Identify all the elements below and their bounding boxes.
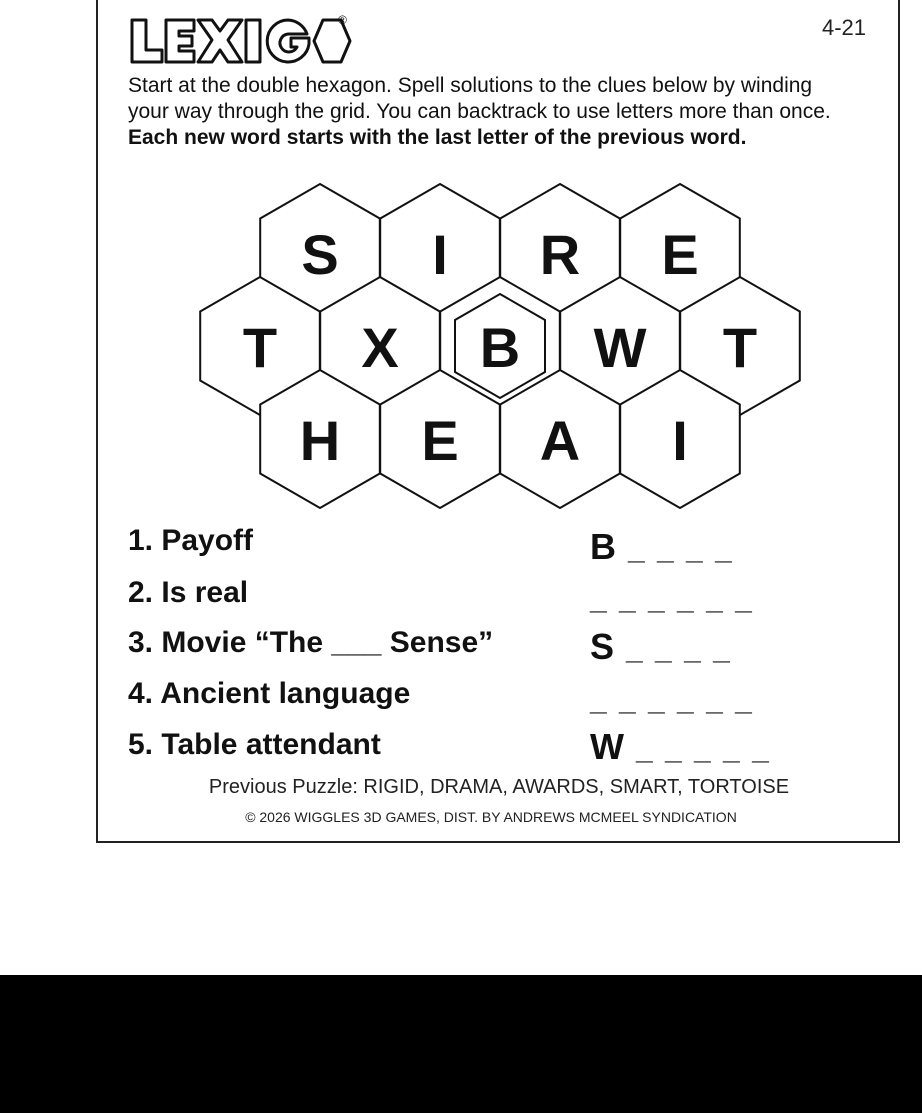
puzzle-date: 4-21 [822, 15, 867, 40]
hex-letter: X [361, 316, 399, 379]
hex-letter: R [539, 223, 581, 286]
clue-5-answer [590, 726, 771, 768]
clue-1-blanks: _ _ _ _ [628, 533, 734, 566]
clue-3-answer [590, 626, 732, 668]
clue-1-first-letter: B [590, 526, 617, 567]
clue-2-answer [590, 576, 754, 618]
clue-4-label: 4. Ancient language [128, 677, 411, 710]
instructions-bold-text: Each new word starts with the last letter of the previous word. [128, 126, 747, 149]
hex-letter: B [479, 316, 521, 379]
hex-letter: H [299, 409, 341, 472]
hex-letter: E [661, 223, 699, 286]
clue-3-label: 3. Movie “The ___ Sense” [128, 626, 494, 659]
hex-letter: T [242, 316, 278, 379]
registered-mark: ® [338, 13, 347, 27]
hex-letter: E [421, 409, 459, 472]
previous-puzzle-answers: Previous Puzzle: RIGID, DRAMA, AWARDS, SMART, TORTOISE [208, 776, 790, 798]
clue-2-blanks: _ _ _ _ _ _ [590, 583, 754, 616]
clue-4-blanks: _ _ _ _ _ _ [590, 684, 754, 717]
clue-1-answer [590, 526, 734, 568]
clue-3-blanks: _ _ _ _ [626, 633, 732, 666]
hex-letter: A [539, 409, 581, 472]
hex-letter: W [593, 316, 647, 379]
clue-3-first-letter: S [590, 626, 616, 667]
hex-letter: I [672, 409, 688, 472]
clue-5-blanks: _ _ _ _ _ [636, 733, 771, 766]
copyright-notice: © 2026 WIGGLES 3D GAMES, DIST. BY ANDREWS MCMEEL SYNDICATION [245, 809, 737, 825]
clue-4-answer [590, 677, 754, 719]
hex-letter: T [722, 316, 758, 379]
clue-5-first-letter: W [590, 726, 625, 767]
clue-2-label: 2. Is real [128, 576, 249, 609]
hex-letter: S [301, 223, 339, 286]
instructions-text: Start at the double hexagon. Spell solutions to the clues below by winding your way through the grid. You can backtrack to use letters more than once. [128, 74, 831, 123]
clue-5-label: 5. Table attendant [128, 728, 381, 761]
clue-1-label: 1. Payoff [128, 524, 254, 557]
hex-letter: I [432, 223, 448, 286]
